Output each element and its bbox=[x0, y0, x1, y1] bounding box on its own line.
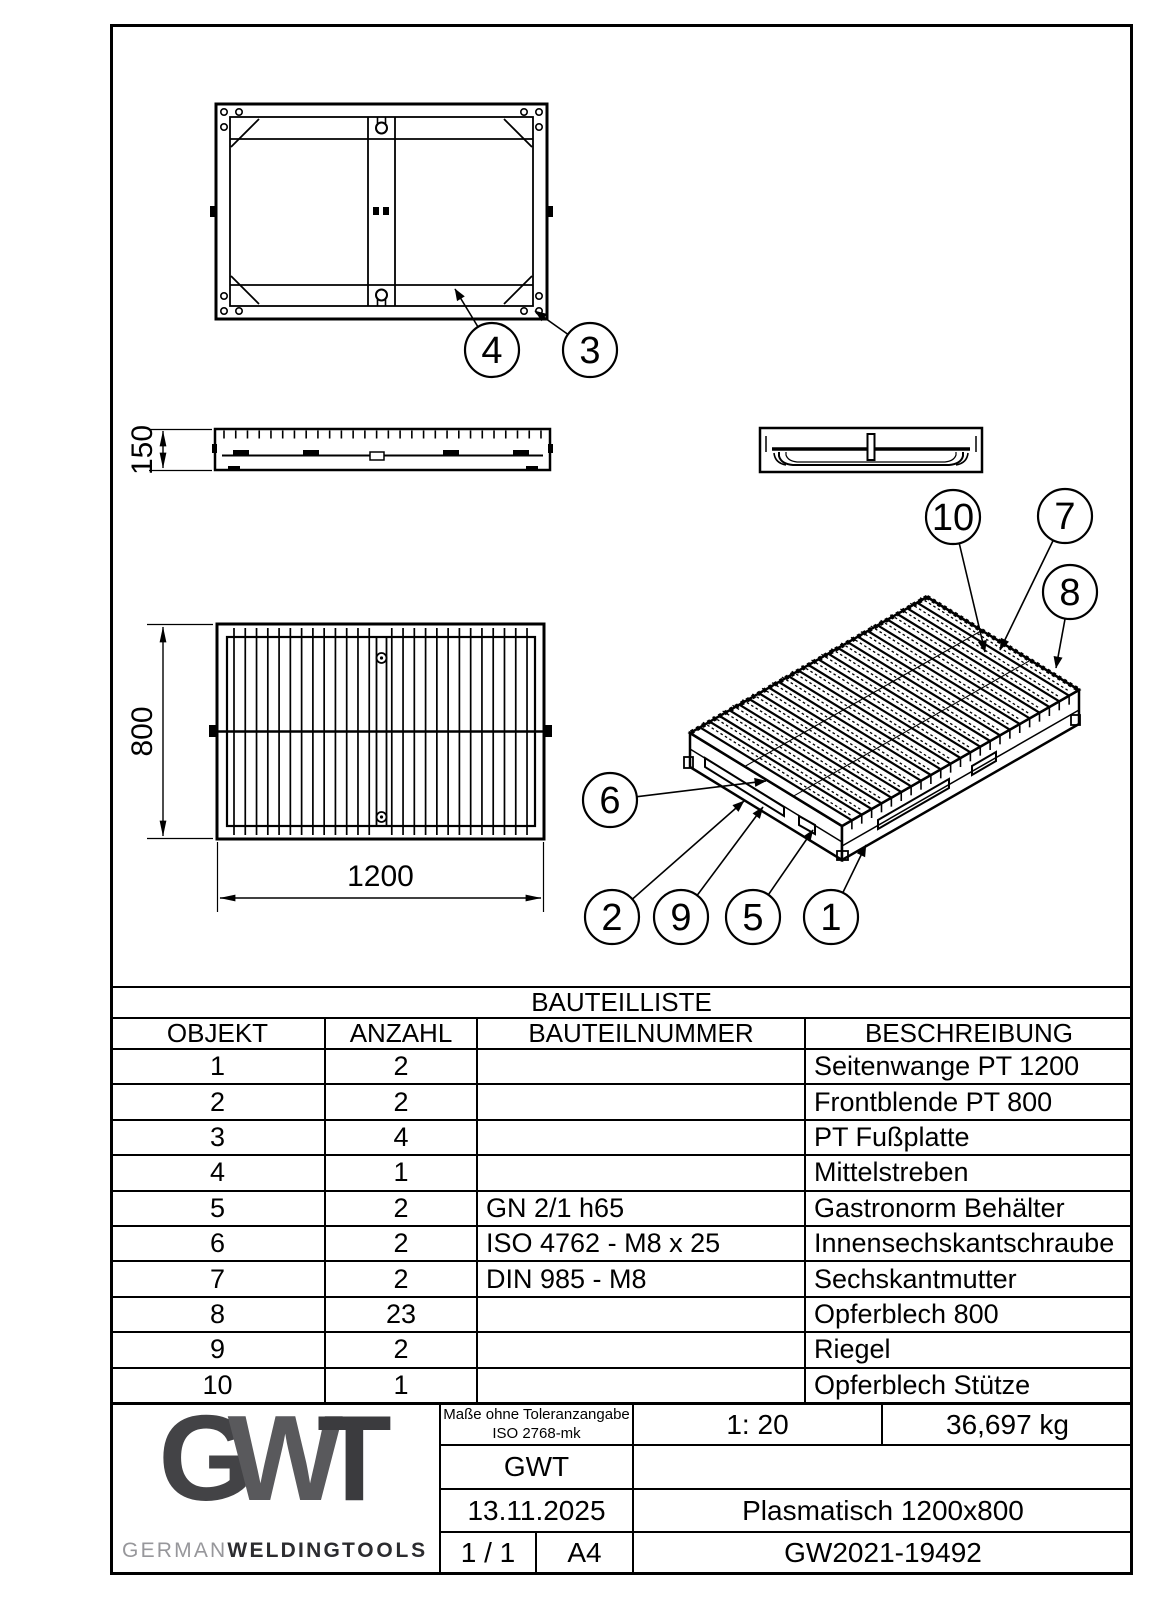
logo-sub-tools: TOOLS bbox=[341, 1539, 428, 1562]
cell-beschreibung: Opferblech 800 bbox=[804, 1298, 1132, 1331]
svg-text:10: 10 bbox=[931, 497, 975, 539]
cell-nummer bbox=[476, 1156, 804, 1189]
callout-6 bbox=[583, 773, 637, 827]
table-row bbox=[111, 1333, 1132, 1368]
slat-comb bbox=[224, 431, 541, 439]
cell-nummer: GN 2/1 h65 bbox=[476, 1192, 804, 1225]
callout-9 bbox=[654, 890, 708, 944]
col-objekt: OBJEKT bbox=[166, 1019, 269, 1048]
cell-nummer: ISO 4762 - M8 x 25 bbox=[476, 1227, 804, 1260]
cell-objekt: 2 bbox=[209, 1086, 226, 1117]
parts-list bbox=[111, 986, 1132, 1402]
cell-beschreibung: Gastronorm Behälter bbox=[804, 1192, 1132, 1225]
col-beschreibung: BESCHREIBUNG bbox=[804, 1019, 1132, 1048]
table-row bbox=[111, 1262, 1132, 1297]
table-row bbox=[111, 1121, 1132, 1156]
callout-4 bbox=[465, 323, 519, 377]
company-logo bbox=[111, 1390, 441, 1573]
cell-beschreibung: Innensechskantschraube bbox=[804, 1227, 1132, 1260]
cell-beschreibung: Opferblech Stütze bbox=[804, 1369, 1132, 1402]
callout-10 bbox=[926, 490, 980, 544]
table-row bbox=[111, 1298, 1132, 1333]
tolerance-line2: ISO 2768-mk bbox=[492, 1424, 581, 1442]
tolerance-line1: Maße ohne Toleranzangabe bbox=[443, 1405, 630, 1423]
cell-beschreibung: PT Fußplatte bbox=[804, 1121, 1132, 1154]
empty-cell bbox=[634, 1446, 1132, 1490]
paper-format: A4 bbox=[537, 1533, 634, 1573]
table-row bbox=[111, 1050, 1132, 1085]
svg-text:4: 4 bbox=[481, 330, 503, 372]
callout-balloons bbox=[465, 323, 1097, 944]
cell-anzahl: 2 bbox=[324, 1085, 476, 1118]
table-row bbox=[111, 1156, 1132, 1191]
svg-text:5: 5 bbox=[742, 897, 764, 939]
callout-5 bbox=[726, 890, 780, 944]
cell-objekt: 6 bbox=[209, 1228, 226, 1259]
logo-letter-t: T bbox=[317, 1390, 367, 1526]
dim-800 bbox=[126, 625, 213, 839]
weight-value: 36,697 kg bbox=[883, 1405, 1132, 1446]
table-row bbox=[111, 1227, 1132, 1262]
cell-beschreibung: Mittelstreben bbox=[804, 1156, 1132, 1189]
dim-150-label: 150 bbox=[126, 424, 159, 476]
col-anzahl: ANZAHL bbox=[324, 1019, 476, 1048]
drawing-date: 13.11.2025 bbox=[441, 1490, 634, 1533]
cell-nummer bbox=[476, 1050, 804, 1083]
top-view bbox=[210, 104, 553, 319]
logo-subtitle bbox=[122, 1539, 428, 1563]
side-view bbox=[212, 429, 553, 470]
svg-text:6: 6 bbox=[599, 780, 621, 822]
cell-nummer bbox=[476, 1298, 804, 1331]
cell-beschreibung: Sechskantmutter bbox=[804, 1262, 1132, 1295]
cell-beschreibung: Frontblende PT 800 bbox=[804, 1085, 1132, 1118]
cell-objekt: 4 bbox=[209, 1157, 226, 1188]
svg-text:1: 1 bbox=[820, 897, 842, 939]
cell-objekt: 7 bbox=[209, 1263, 226, 1294]
end-view bbox=[760, 428, 982, 472]
parts-list-header bbox=[111, 1019, 1132, 1050]
cell-nummer: DIN 985 - M8 bbox=[476, 1262, 804, 1295]
callout-1 bbox=[804, 890, 858, 944]
dim-800-label: 800 bbox=[126, 706, 159, 757]
cell-anzahl: 2 bbox=[324, 1050, 476, 1083]
cell-objekt: 8 bbox=[209, 1299, 226, 1330]
cell-anzahl: 1 bbox=[324, 1369, 476, 1402]
logo-letter-g: G bbox=[158, 1390, 228, 1526]
logo-sub-german: GERMAN bbox=[122, 1539, 228, 1562]
tolerance-note bbox=[441, 1405, 634, 1446]
callout-3 bbox=[563, 323, 617, 377]
dim-1200-label: 1200 bbox=[347, 860, 414, 893]
company-short: GWT bbox=[441, 1446, 634, 1490]
dim-1200 bbox=[218, 842, 544, 912]
svg-text:3: 3 bbox=[579, 330, 601, 372]
cell-anzahl: 2 bbox=[324, 1262, 476, 1295]
cell-anzahl: 4 bbox=[324, 1121, 476, 1154]
cell-objekt: 1 bbox=[209, 1051, 226, 1082]
sheet-number: 1 / 1 bbox=[441, 1533, 537, 1573]
svg-text:2: 2 bbox=[601, 897, 623, 939]
svg-text:9: 9 bbox=[670, 897, 692, 939]
dim-150 bbox=[126, 425, 212, 475]
cell-beschreibung: Riegel bbox=[804, 1333, 1132, 1366]
cell-anzahl: 2 bbox=[324, 1333, 476, 1366]
cell-anzahl: 23 bbox=[324, 1298, 476, 1331]
table-row bbox=[111, 1192, 1132, 1227]
title-block bbox=[111, 1390, 1132, 1570]
logo-sub-welding: WELDING bbox=[227, 1539, 342, 1562]
cell-objekt: 3 bbox=[209, 1122, 226, 1153]
iso-view bbox=[684, 597, 1080, 860]
svg-text:7: 7 bbox=[1054, 496, 1076, 538]
cell-nummer bbox=[476, 1333, 804, 1366]
logo-letter-w: W bbox=[227, 1390, 318, 1526]
scale-value: 1: 20 bbox=[634, 1405, 883, 1446]
callout-leaders bbox=[455, 289, 1070, 917]
svg-text:8: 8 bbox=[1059, 572, 1081, 614]
cell-anzahl: 2 bbox=[324, 1227, 476, 1260]
col-bauteilnummer: BAUTEILNUMMER bbox=[476, 1019, 804, 1048]
gwt-logo bbox=[158, 1390, 391, 1526]
callout-8 bbox=[1043, 565, 1097, 619]
cell-anzahl: 1 bbox=[324, 1156, 476, 1189]
cell-beschreibung: Seitenwange PT 1200 bbox=[804, 1050, 1132, 1083]
cell-objekt: 5 bbox=[209, 1192, 226, 1223]
parts-list-title: BAUTEILLISTE bbox=[111, 988, 1132, 1019]
cell-anzahl: 2 bbox=[324, 1192, 476, 1225]
cell-objekt: 9 bbox=[209, 1334, 226, 1365]
drawing-title: Plasmatisch 1200x800 bbox=[634, 1490, 1132, 1533]
cell-nummer bbox=[476, 1121, 804, 1154]
callout-7 bbox=[1038, 489, 1092, 543]
callout-2 bbox=[585, 890, 639, 944]
plan-view bbox=[209, 624, 552, 839]
cell-nummer bbox=[476, 1369, 804, 1402]
table-row bbox=[111, 1085, 1132, 1120]
cell-nummer bbox=[476, 1085, 804, 1118]
cell-objekt: 10 bbox=[202, 1369, 233, 1400]
drawing-number: GW2021-19492 bbox=[784, 1537, 982, 1568]
